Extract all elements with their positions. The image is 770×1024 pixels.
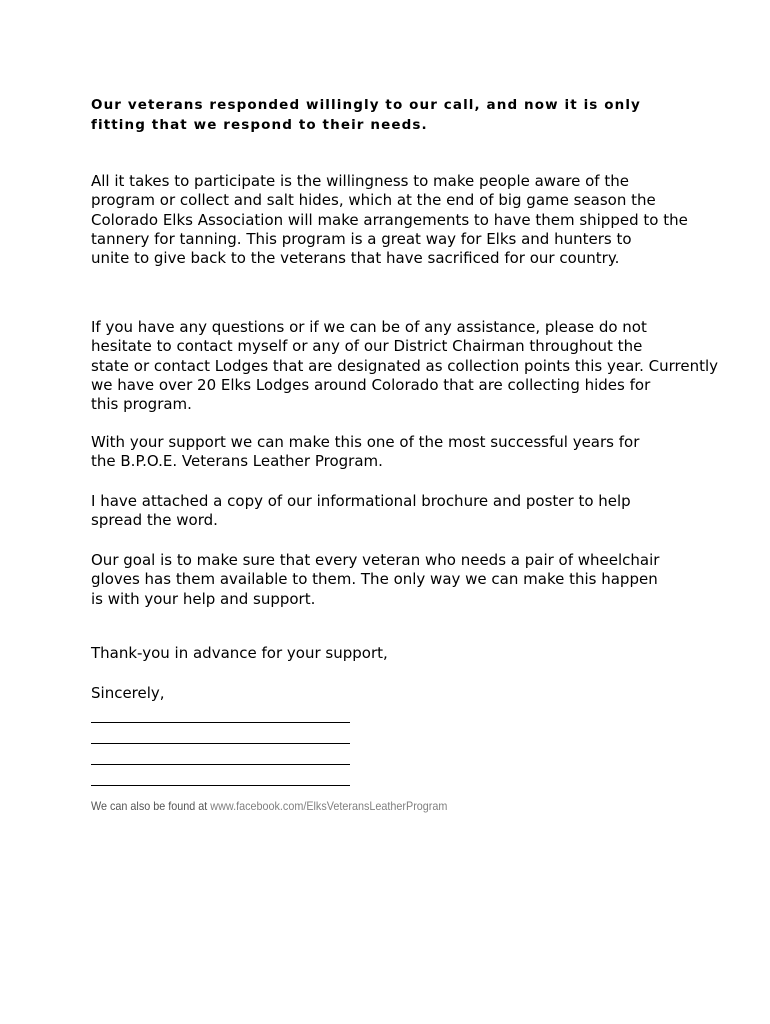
text-line: state or contact Lodges that are designated as collection points this year. Currently [91,356,719,375]
signature-line [91,723,350,744]
footer-note [91,798,447,814]
text-line: program or collect and salt hides, which at the end of big game season the [91,191,656,210]
text-line: this program. [91,395,192,414]
text-line: is with your help and support. [91,589,316,608]
text-line: I have attached a copy of our informational brochure and poster to help [91,492,631,510]
facebook-link[interactable]: www.facebook.com/ElksVeteransLeatherProgram [210,799,448,813]
text-line: Thank-you in advance for your support, [91,644,388,662]
signature-block [91,702,353,786]
signature-line [91,765,350,786]
paragraph-questions [91,318,751,414]
letter-heading [91,95,751,135]
paragraph-goal [91,551,751,609]
text-line: All it takes to participate is the willingness to make people aware of the [91,172,629,190]
text-line: Colorado Elks Association will make arrangements to have them shipped to the [91,210,688,229]
text-line: Sincerely, [91,684,165,702]
paragraph-support [91,433,751,472]
text-line: unite to give back to the veterans that have sacrificed for our country. [91,249,620,268]
closing-sincerely [91,684,751,703]
heading-line: fitting that we respond to their needs. [91,117,428,133]
signature-line [91,744,350,765]
text-line: gloves has them available to them. The only way we can make this happen [91,570,658,589]
heading-line: Our veterans responded willingly to our call, and now it is only [91,97,641,113]
text-line: the B.P.O.E. Veterans Leather Program. [91,452,383,471]
text-line: If you have any questions or if we can be of any assistance, please do not [91,318,647,336]
text-line: Our goal is to make sure that every veteran who needs a pair of wheelchair [91,551,660,569]
paragraph-thanks [91,644,751,663]
text-line: hesitate to contact myself or any of our District Chairman throughout the [91,337,643,356]
text-line: we have over 20 Elks Lodges around Colorado that are collecting hides for [91,375,651,394]
text-line: tannery for tanning. This program is a great way for Elks and hunters to [91,229,632,248]
text-line: spread the word. [91,511,218,530]
paragraph-participation [91,172,751,268]
text-line: With your support we can make this one of the most successful years for [91,433,640,451]
signature-line [91,702,350,723]
paragraph-attachment [91,492,751,531]
footer-prefix: We can also be found at [91,799,211,813]
